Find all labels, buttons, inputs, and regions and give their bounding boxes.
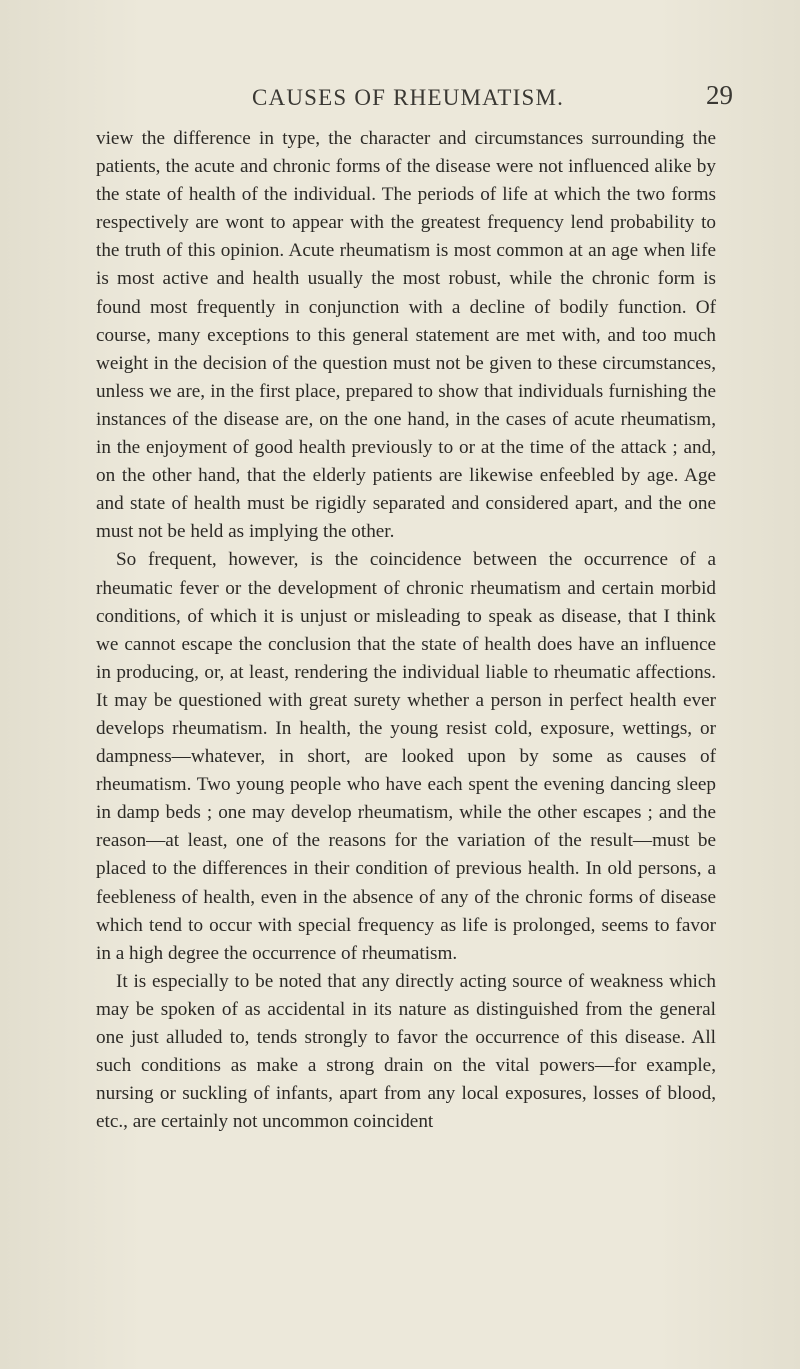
running-title: CAUSES OF RHEUMATISM. [252, 85, 565, 110]
paragraph-3: It is especially to be noted that any directly acting source of weakness which may be spoken of as accidental in its nature as distinguished from the general one just alluded to, tends strongly to favor the occurrence of this disease. All such conditions as make a strong drain on the vital powers—for example, nursing or suckling of infants, apart from any local exposures, losses of blood, etc., are certainly not uncommon coincident [96, 970, 716, 1133]
body-text [96, 125, 716, 1136]
paragraph-1: view the difference in type, the character and circumstances surrounding the patients, the acute and chronic forms of the disease were not influenced alike by the state of health of the individual. The periods of life at which the two forms respectively are wont to appear with the greatest frequency lend probability to the truth of this opinion. Acute rheumatism is most common at an age when life is most active and health usually the most robust, while the chronic form is found most frequently in conjunction with a decline of bodily function. Of course, many exceptions to this general statement are met with, and too much weight in the decision of the question must not be given to these circumstances, unless we are, in the first place, prepared to show that individuals furnishing the instances of the disease are, on the one hand, in the cases of acute rheumatism, in the enjoyment of good health previously to or at the time of the attack ; and, on the other hand, that the elderly patients are likewise enfeebled by age. Age and state of health must be rigidly separated and considered apart, and the one must not be held as implying the other. [96, 128, 716, 543]
paragraph-2: So frequent, however, is the coincidence between the occurrence of a rheumatic fever or the development of chronic rheumatism and certain morbid conditions, of which it is unjust or misleading to speak as disease, that I think we cannot escape the conclusion that the state of health does have an influence in producing, or, at least, rendering the individual liable to rheumatic affections. It may be questioned with great surety whether a person in perfect health ever develops rheumatism. In health, the young resist cold, exposure, wettings, or dampness—whatever, in short, are looked upon by some as causes of rheumatism. Two young people who have each spent the evening dancing sleep in damp beds ; one may develop rheumatism, while the other escapes ; and the reason—at least, one of the reasons for the variation of the result—must be placed to the differences in their condition of previous health. In old persons, a feebleness of health, even in the absence of any of the chronic forms of disease which tend to occur with special frequency as life is prolonged, seems to favor in a high degree the occurrence of rheumatism. [96, 549, 716, 964]
page-number: 29 [706, 80, 733, 110]
